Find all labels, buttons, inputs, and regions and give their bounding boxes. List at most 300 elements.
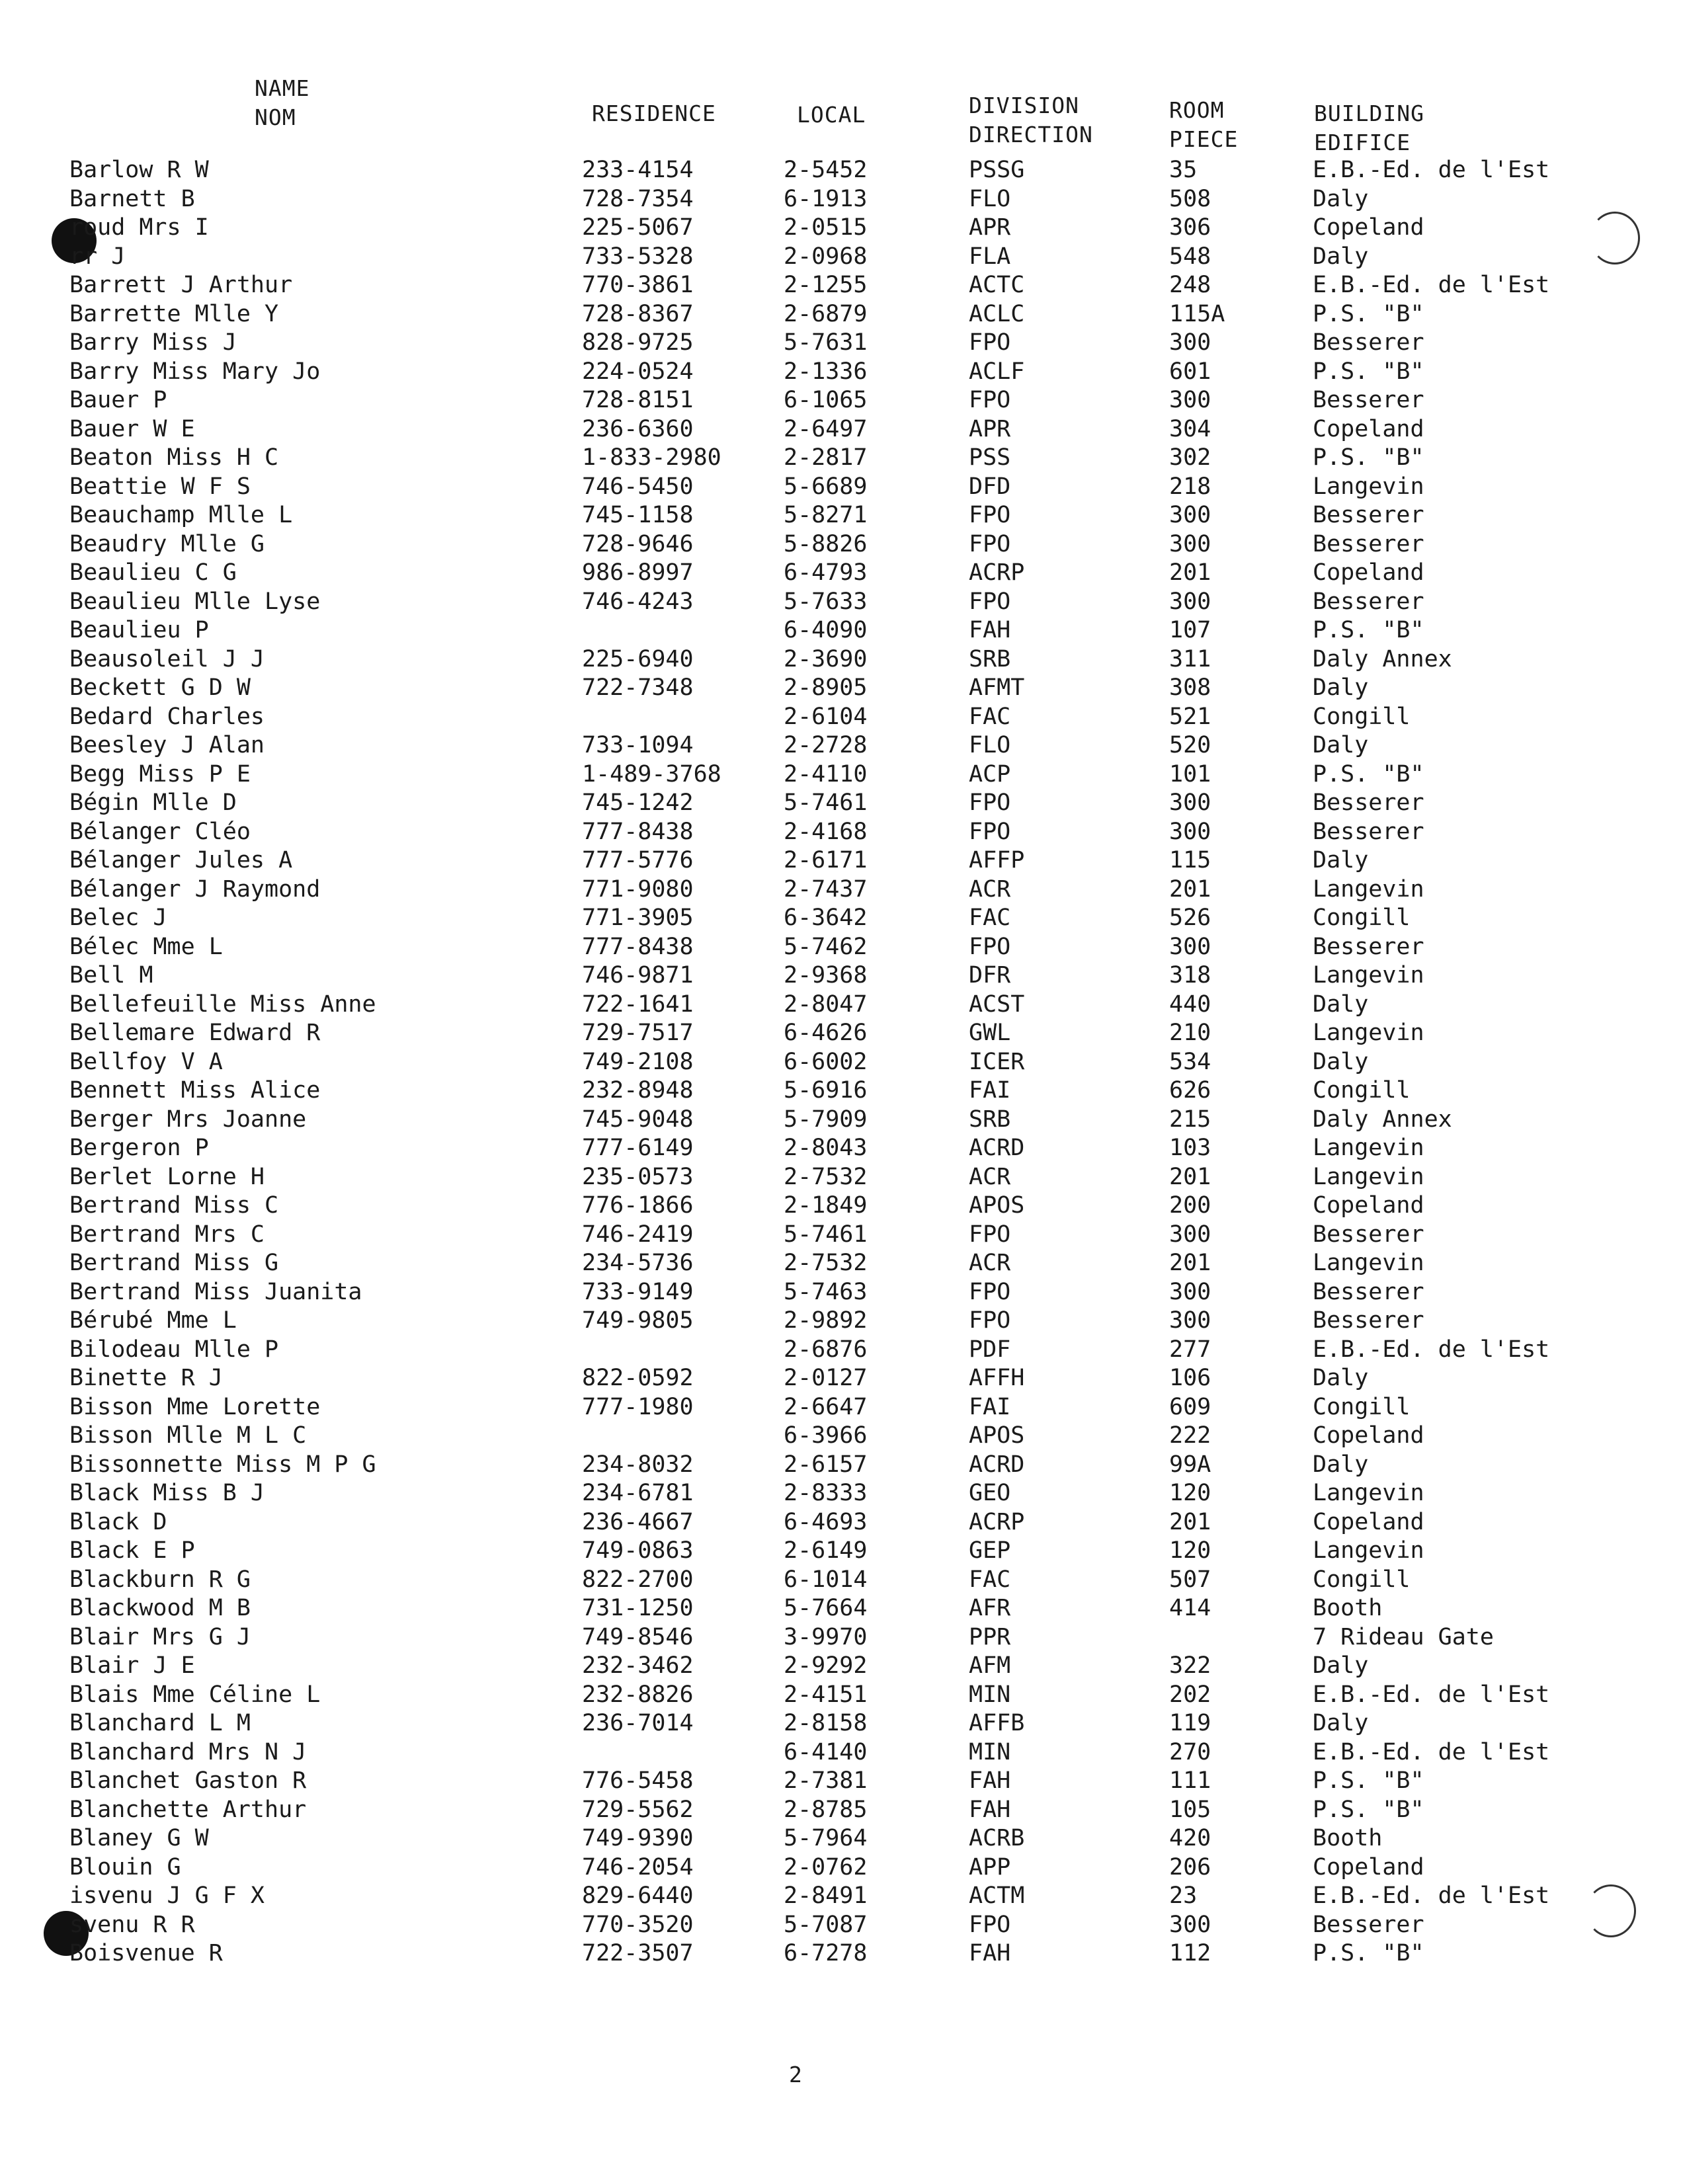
entry-name: Bélanger Cléo	[69, 818, 251, 845]
entry-local: 2-6497	[784, 415, 868, 442]
entry-name: Black D	[69, 1508, 167, 1535]
entry-room: 277	[1169, 1336, 1211, 1363]
entry-local: 6-6002	[784, 1048, 868, 1075]
entry-name: Belec J	[69, 905, 167, 931]
entry-building: E.B.-Ed. de l'Est	[1313, 157, 1550, 183]
entry-room: 308	[1169, 674, 1211, 701]
entry-division: ACRD	[969, 1451, 1025, 1478]
entry-name: Beattie W F S	[69, 473, 251, 500]
entry-local: 2-2817	[784, 444, 868, 471]
entry-division: AFM	[969, 1652, 1011, 1679]
entry-division: FPO	[969, 1278, 1011, 1305]
entry-local: 2-6647	[784, 1393, 868, 1420]
entry-building: Besserer	[1313, 1911, 1424, 1938]
entry-room: 526	[1169, 905, 1211, 931]
entry-residence: 745-1158	[582, 502, 694, 528]
entry-room: 201	[1169, 875, 1211, 903]
table-row	[0, 1681, 1681, 1710]
entry-name: Beaudry Mlle G	[69, 530, 265, 557]
table-row	[0, 1623, 1681, 1652]
header-residence-label: RESIDENCE	[592, 101, 716, 126]
entry-local: 2-1255	[784, 272, 868, 298]
entry-name: Blais Mme Céline L	[69, 1681, 321, 1708]
entry-building: Daly	[1313, 991, 1369, 1018]
table-row	[0, 214, 1681, 243]
entry-local: 2-0515	[784, 214, 868, 241]
table-row	[0, 1767, 1681, 1796]
entry-building: Booth	[1313, 1595, 1383, 1621]
entry-name: rr J	[69, 243, 126, 270]
entry-name: Bell M	[69, 962, 153, 989]
entry-room: 440	[1169, 991, 1211, 1018]
entry-room: 23	[1169, 1882, 1198, 1909]
entry-building: Daly	[1313, 1451, 1369, 1478]
entry-residence: 722-7348	[582, 674, 694, 701]
entry-local: 2-8333	[784, 1480, 868, 1506]
entry-building: Besserer	[1313, 588, 1424, 615]
entry-room: 609	[1169, 1393, 1211, 1420]
entry-residence: 728-9646	[582, 530, 694, 557]
entry-building: 7 Rideau Gate	[1313, 1623, 1494, 1650]
entry-building: E.B.-Ed. de l'Est	[1313, 1738, 1550, 1765]
entry-room: 300	[1169, 387, 1211, 413]
header-name-en: NAME	[255, 75, 310, 101]
entry-room: 112	[1169, 1940, 1211, 1966]
entry-division: SRB	[969, 645, 1011, 672]
entry-building: Copeland	[1313, 1853, 1424, 1881]
entry-building: Copeland	[1313, 559, 1424, 586]
entry-name: Blair J E	[69, 1652, 195, 1679]
entry-residence: 777-8438	[582, 933, 694, 960]
entry-room: 218	[1169, 473, 1211, 500]
entry-local: 2-8047	[784, 991, 868, 1018]
entry-local: 2-6876	[784, 1336, 868, 1363]
header-building-en: BUILDING	[1314, 101, 1424, 126]
entry-name: Beckett G D W	[69, 674, 251, 701]
entry-local: 2-1336	[784, 358, 868, 385]
entry-name: Bellfoy V A	[69, 1048, 223, 1075]
entry-building: Congill	[1313, 1566, 1411, 1593]
entry-residence: 746-2054	[582, 1853, 694, 1881]
entry-name: Bisson Mlle M L C	[69, 1422, 307, 1449]
table-row	[0, 991, 1681, 1020]
entry-building: Copeland	[1313, 415, 1424, 442]
table-row	[0, 1221, 1681, 1250]
entry-room: 35	[1169, 157, 1198, 183]
entry-division: APOS	[969, 1422, 1025, 1449]
entry-division: FPO	[969, 818, 1011, 845]
table-row	[0, 386, 1681, 415]
entry-room: 106	[1169, 1365, 1211, 1391]
table-row	[0, 243, 1681, 272]
table-row	[0, 1911, 1681, 1940]
table-row	[0, 1566, 1681, 1595]
entry-local: 5-6689	[784, 473, 868, 500]
entry-division: FLA	[969, 243, 1011, 270]
entry-building: Daly	[1313, 732, 1369, 758]
entry-local: 5-7909	[784, 1106, 868, 1133]
entry-room: 300	[1169, 530, 1211, 557]
entry-residence: 777-1980	[582, 1393, 694, 1420]
entry-local: 5-8826	[784, 530, 868, 557]
entry-local: 2-8158	[784, 1710, 868, 1736]
entry-building: E.B.-Ed. de l'Est	[1313, 1882, 1550, 1909]
table-row	[0, 1824, 1681, 1853]
entry-name: Beaulieu P	[69, 617, 209, 643]
entry-residence: 234-5736	[582, 1250, 694, 1276]
entry-building: Besserer	[1313, 1221, 1424, 1248]
entry-room: 534	[1169, 1048, 1211, 1075]
entry-division: PSSG	[969, 157, 1025, 183]
entry-local: 2-2728	[784, 732, 868, 758]
entry-name: Barry Miss Mary Jo	[69, 358, 321, 385]
entry-building: E.B.-Ed. de l'Est	[1313, 272, 1550, 298]
entry-local: 2-4168	[784, 818, 868, 845]
table-row	[0, 473, 1681, 502]
entry-room: 201	[1169, 559, 1211, 586]
entry-division: ACTC	[969, 272, 1025, 298]
table-row	[0, 1652, 1681, 1681]
entry-building: Congill	[1313, 1393, 1411, 1420]
entry-local: 2-6149	[784, 1537, 868, 1564]
header-division	[969, 91, 1093, 149]
table-row	[0, 1336, 1681, 1365]
entry-room: 111	[1169, 1767, 1211, 1794]
entry-name: Bedard Charles	[69, 703, 265, 730]
entry-local: 2-9892	[784, 1307, 868, 1334]
entry-name: Black E P	[69, 1537, 195, 1564]
entry-local: 2-9368	[784, 962, 868, 989]
entry-residence: 232-8826	[582, 1681, 694, 1708]
entry-building: Copeland	[1313, 1422, 1424, 1449]
entry-division: FAI	[969, 1393, 1011, 1420]
entry-building: Congill	[1313, 1077, 1411, 1104]
table-row	[0, 1048, 1681, 1077]
entry-residence: 733-5328	[582, 243, 694, 270]
entry-building: Besserer	[1313, 1307, 1424, 1334]
entry-division: APR	[969, 214, 1011, 241]
entry-local: 2-0968	[784, 243, 868, 270]
entry-room: 115A	[1169, 300, 1225, 327]
entry-division: AFFB	[969, 1710, 1025, 1736]
table-row	[0, 271, 1681, 300]
entry-division: APR	[969, 415, 1011, 442]
entry-local: 2-1849	[784, 1192, 868, 1219]
table-row	[0, 1393, 1681, 1422]
entry-room: 107	[1169, 617, 1211, 643]
entry-building: Langevin	[1313, 473, 1424, 500]
entry-division: FAH	[969, 617, 1011, 643]
entry-building: Daly	[1313, 1710, 1369, 1736]
header-building-fr: EDIFICE	[1314, 130, 1411, 155]
entry-residence: 232-8948	[582, 1077, 694, 1104]
entry-residence: 722-3507	[582, 1940, 694, 1966]
entry-name: Beauchamp Mlle L	[69, 502, 293, 528]
table-row	[0, 731, 1681, 760]
entry-name: Barnett B	[69, 185, 195, 212]
entry-name: Bertrand Mrs C	[69, 1221, 265, 1248]
entry-building: P.S. "B"	[1313, 1940, 1424, 1966]
entry-division: FPO	[969, 530, 1011, 557]
entry-building: Daly	[1313, 1652, 1369, 1679]
entry-local: 5-7631	[784, 329, 868, 356]
entry-local: 2-7532	[784, 1163, 868, 1190]
entry-room: 507	[1169, 1566, 1211, 1593]
table-row	[0, 789, 1681, 818]
entry-room: 201	[1169, 1163, 1211, 1190]
entry-division: MIN	[969, 1738, 1011, 1765]
entry-division: FAI	[969, 1077, 1011, 1104]
entry-local: 6-4626	[784, 1020, 868, 1046]
entry-residence: 770-3520	[582, 1911, 694, 1938]
table-row	[0, 1594, 1681, 1623]
entry-name: Blair Mrs G J	[69, 1623, 251, 1650]
table-row	[0, 185, 1681, 214]
entry-building: Copeland	[1313, 1508, 1424, 1535]
table-row	[0, 818, 1681, 847]
table-row	[0, 846, 1681, 875]
entry-division: PSS	[969, 444, 1011, 471]
entry-name: Beausoleil J J	[69, 645, 265, 672]
entry-building: Besserer	[1313, 502, 1424, 528]
table-row	[0, 1249, 1681, 1278]
entry-building: Daly	[1313, 674, 1369, 701]
entry-division: AFFP	[969, 847, 1025, 873]
entry-residence: 728-8151	[582, 387, 694, 413]
entry-residence: 822-0592	[582, 1365, 694, 1391]
entry-residence: 728-8367	[582, 300, 694, 327]
entry-building: P.S. "B"	[1313, 444, 1424, 471]
entry-building: Besserer	[1313, 789, 1424, 816]
entry-division: FAC	[969, 1566, 1011, 1593]
entry-room: 210	[1169, 1020, 1211, 1046]
entry-division: FLO	[969, 732, 1011, 758]
entry-name: roud Mrs I	[69, 214, 209, 241]
entry-building: Besserer	[1313, 933, 1424, 960]
entry-name: Begg Miss P E	[69, 760, 251, 788]
entry-local: 2-6157	[784, 1451, 868, 1478]
entry-name: Bertrand Miss G	[69, 1250, 279, 1276]
table-row	[0, 1076, 1681, 1106]
entry-local: 6-1014	[784, 1566, 868, 1593]
entry-division: FPO	[969, 789, 1011, 816]
entry-division: FAH	[969, 1767, 1011, 1794]
entry-room: 270	[1169, 1738, 1211, 1765]
entry-local: 5-7461	[784, 1221, 868, 1248]
table-row	[0, 588, 1681, 617]
entry-room: 119	[1169, 1710, 1211, 1736]
table-row	[0, 645, 1681, 674]
entry-name: Blouin G	[69, 1853, 181, 1881]
entry-residence: 232-3462	[582, 1652, 694, 1679]
entry-room: 300	[1169, 588, 1211, 615]
entry-local: 2-7437	[784, 875, 868, 903]
entry-residence: 746-4243	[582, 588, 694, 615]
entry-name: Bauer P	[69, 387, 167, 413]
entry-local: 2-8905	[784, 674, 868, 701]
entry-residence: 1-489-3768	[582, 760, 721, 788]
table-row	[0, 933, 1681, 962]
entry-building: Daly Annex	[1313, 1106, 1452, 1133]
entry-building: P.S. "B"	[1313, 617, 1424, 643]
table-row	[0, 1738, 1681, 1767]
entry-division: ACRB	[969, 1825, 1025, 1851]
entry-room: 302	[1169, 444, 1211, 471]
entry-local: 6-4140	[784, 1738, 868, 1765]
table-row	[0, 1508, 1681, 1537]
entry-building: Langevin	[1313, 1537, 1424, 1564]
entry-division: FPO	[969, 502, 1011, 528]
entry-residence: 722-1641	[582, 991, 694, 1018]
entry-residence: 733-9149	[582, 1278, 694, 1305]
entry-room: 520	[1169, 732, 1211, 758]
entry-local: 6-4090	[784, 617, 868, 643]
table-row	[0, 760, 1681, 789]
entry-room: 306	[1169, 214, 1211, 241]
header-room	[1169, 96, 1238, 154]
entry-division: AFMT	[969, 674, 1025, 701]
header-room-en: ROOM	[1169, 97, 1225, 123]
entry-division: AFR	[969, 1595, 1011, 1621]
entry-building: Besserer	[1313, 387, 1424, 413]
entry-name: Bélanger Jules A	[69, 847, 293, 873]
table-row	[0, 1422, 1681, 1451]
entry-building: Booth	[1313, 1825, 1383, 1851]
table-row	[0, 1278, 1681, 1307]
entry-room: 101	[1169, 760, 1211, 788]
entry-residence: 777-6149	[582, 1135, 694, 1161]
table-row	[0, 1192, 1681, 1221]
entry-division: FPO	[969, 329, 1011, 356]
entry-name: Binette R J	[69, 1365, 223, 1391]
page-number: 2	[789, 2062, 802, 2087]
table-row	[0, 1853, 1681, 1882]
header-residence	[592, 99, 716, 128]
entry-room: 420	[1169, 1825, 1211, 1851]
entry-residence: 729-5562	[582, 1796, 694, 1823]
table-row	[0, 1479, 1681, 1508]
entry-local: 5-7087	[784, 1911, 868, 1938]
entry-name: svenu R R	[69, 1911, 195, 1938]
entry-name: Bertrand Miss C	[69, 1192, 279, 1219]
entry-division: GEP	[969, 1537, 1011, 1564]
entry-division: ACRD	[969, 1135, 1025, 1161]
table-row	[0, 1882, 1681, 1911]
entry-division: ACTM	[969, 1882, 1025, 1909]
entry-name: Barrette Mlle Y	[69, 300, 279, 327]
entry-residence: 234-8032	[582, 1451, 694, 1478]
entry-name: Berger Mrs Joanne	[69, 1106, 307, 1133]
entry-residence: 233-4154	[582, 157, 694, 183]
entry-division: GWL	[969, 1020, 1011, 1046]
entry-building: P.S. "B"	[1313, 358, 1424, 385]
entry-residence: 822-2700	[582, 1566, 694, 1593]
entry-division: ACR	[969, 1250, 1011, 1276]
entry-name: Barrett J Arthur	[69, 272, 293, 298]
entry-building: Daly	[1313, 243, 1369, 270]
entry-division: ACRP	[969, 559, 1025, 586]
entry-residence: 745-1242	[582, 789, 694, 816]
entry-local: 2-4151	[784, 1681, 868, 1708]
entry-local: 6-1913	[784, 185, 868, 212]
entry-local: 5-6916	[784, 1077, 868, 1104]
header-name-fr: NOM	[255, 104, 296, 130]
entry-local: 6-3642	[784, 905, 868, 931]
entry-name: Black Miss B J	[69, 1480, 265, 1506]
entry-local: 2-0127	[784, 1365, 868, 1391]
header-division-fr: DIRECTION	[969, 122, 1093, 147]
entry-division: FAH	[969, 1796, 1011, 1823]
entry-room: 300	[1169, 502, 1211, 528]
entry-building: Daly	[1313, 185, 1369, 212]
entry-local: 6-4693	[784, 1508, 868, 1535]
entry-residence: 728-7354	[582, 185, 694, 212]
entry-room: 105	[1169, 1796, 1211, 1823]
entry-room: 300	[1169, 1221, 1211, 1248]
entry-room: 300	[1169, 818, 1211, 845]
entry-residence: 1-833-2980	[582, 444, 721, 471]
entry-local: 5-7463	[784, 1278, 868, 1305]
entry-building: E.B.-Ed. de l'Est	[1313, 1681, 1550, 1708]
table-row	[0, 1709, 1681, 1738]
entry-division: FPO	[969, 933, 1011, 960]
entry-room: 300	[1169, 329, 1211, 356]
entry-building: P.S. "B"	[1313, 1767, 1424, 1794]
entry-name: Bertrand Miss Juanita	[69, 1278, 362, 1305]
entry-division: DFD	[969, 473, 1011, 500]
entry-residence: 771-9080	[582, 875, 694, 903]
entry-room: 300	[1169, 1911, 1211, 1938]
entry-name: Bisson Mme Lorette	[69, 1393, 321, 1420]
entry-name: Beaton Miss H C	[69, 444, 279, 471]
entry-residence: 986-8997	[582, 559, 694, 586]
entry-division: ACR	[969, 1163, 1011, 1190]
entry-building: Congill	[1313, 703, 1411, 730]
table-row	[0, 1106, 1681, 1135]
entry-name: Bellefeuille Miss Anne	[69, 991, 376, 1018]
table-row	[0, 501, 1681, 530]
entry-name: Barlow R W	[69, 157, 209, 183]
entry-room: 311	[1169, 645, 1211, 672]
entry-name: Beesley J Alan	[69, 732, 265, 758]
entry-residence: 236-4667	[582, 1508, 694, 1535]
entry-name: Beaulieu C G	[69, 559, 237, 586]
entry-room: 414	[1169, 1595, 1211, 1621]
entry-division: PDF	[969, 1336, 1011, 1363]
entry-building: Copeland	[1313, 214, 1424, 241]
entry-name: Bauer W E	[69, 415, 195, 442]
entry-room: 304	[1169, 415, 1211, 442]
entry-division: FAH	[969, 1940, 1011, 1966]
entry-room: 120	[1169, 1480, 1211, 1506]
table-row	[0, 1163, 1681, 1192]
entry-local: 2-8043	[784, 1135, 868, 1161]
entry-room: 201	[1169, 1508, 1211, 1535]
entry-name: Blanchet Gaston R	[69, 1767, 307, 1794]
entry-building: Langevin	[1313, 962, 1424, 989]
entry-room: 120	[1169, 1537, 1211, 1564]
entry-room: 322	[1169, 1652, 1211, 1679]
header-division-en: DIVISION	[969, 93, 1079, 118]
entry-local: 6-3966	[784, 1422, 868, 1449]
entry-residence: 731-1250	[582, 1595, 694, 1621]
entry-local: 2-9292	[784, 1652, 868, 1679]
entry-residence: 770-3861	[582, 272, 694, 298]
entry-name: Blackwood M B	[69, 1595, 251, 1621]
entry-local: 2-4110	[784, 760, 868, 788]
entry-name: Blanchette Arthur	[69, 1796, 307, 1823]
entry-residence: 776-1866	[582, 1192, 694, 1219]
